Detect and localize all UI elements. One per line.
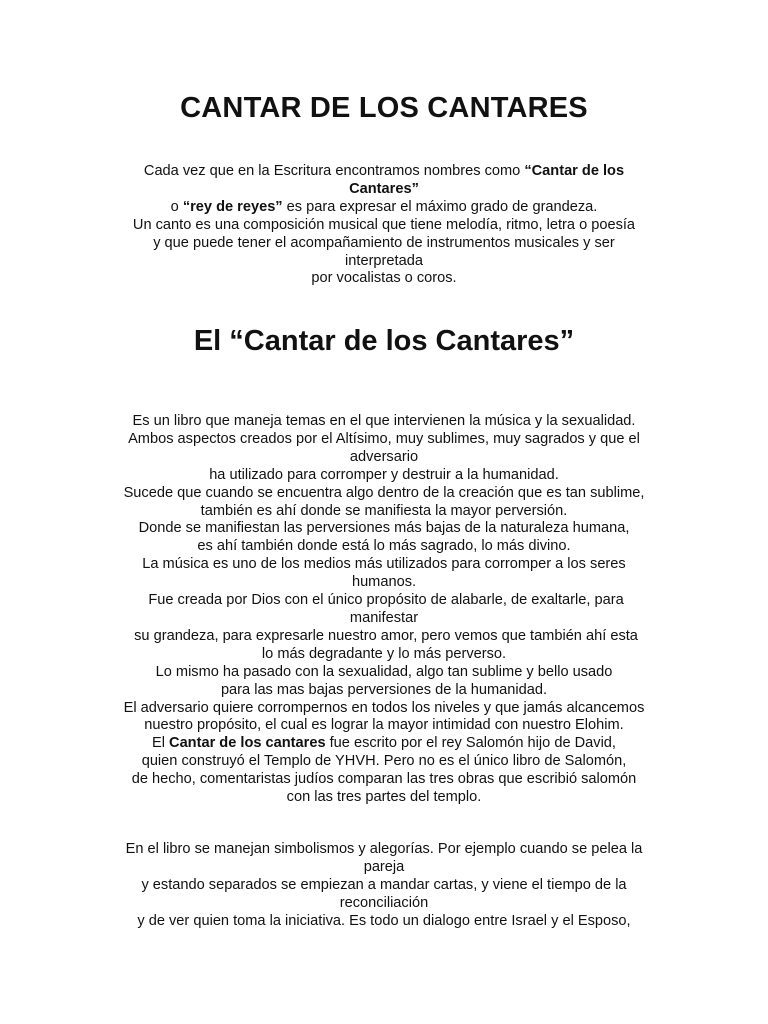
intro-line-7: por vocalistas o coros. [311,270,457,287]
body1-line-19-suffix: fue escrito por el rey Salomón hijo de David, [325,735,616,752]
body1-line-16: para las mas bajas perversiones de la humanidad. [220,681,548,698]
body1-line-2: Ambos aspectos creados por el Altísimo, muy sublimes, muy sagrados y que el [128,430,640,447]
body-paragraph-2 [0,841,768,931]
body1-line-14: lo más degradante y lo más perverso. [261,645,507,662]
intro-line-1-bold: “Cantar de los [524,163,625,179]
body1-line-6: también es ahí donde se manifiesta la mayor perversión. [200,502,568,519]
intro-line-2 [0,181,768,199]
intro-line-6: interpretada [345,252,423,269]
body1-line-21: de hecho, comentaristas judíos comparan las tres obras que escribió salomón [131,771,637,788]
intro-line-4: Un canto es una composición musical que tiene melodía, ritmo, letra o poesía [132,216,636,233]
intro-line-1-text: Cada vez que en la Escritura encontramos nombres como [143,163,525,179]
intro-line-3-bold: “rey de reyes” [182,198,283,215]
body1-line-19-bold: Cantar de los cantares [169,735,326,752]
body1-line-1: Es un libro que maneja temas en el que intervienen la música y la sexualidad. [132,413,636,429]
intro-line-3 [0,199,768,217]
body1-line-12: manifestar [349,609,419,626]
body1-line-18: nuestro propósito, el cual es lograr la mayor intimidad con nuestro Elohim. [144,717,624,734]
body1-line-5: Sucede que cuando se encuentra algo dentro de la creación que es tan sublime, [123,484,645,501]
body2-line-5: y de ver quien toma la iniciativa. Es todo un dialogo entre Israel y el Esposo, [137,912,631,929]
body1-line-19-prefix: El [152,735,170,752]
intro-line-3-prefix: o [170,198,183,215]
body1-line-22: con las tres partes del templo. [286,789,482,806]
body2-line-1: En el libro se manejan simbolismos y alegorías. Por ejemplo cuando se pelea la [125,841,643,857]
body1-line-8: es ahí también donde está lo más sagrado, lo más divino. [197,538,571,555]
body2-line-2: pareja [363,858,405,875]
intro-line-1 [0,163,768,181]
intro-line-5: y que puede tener el acompañamiento de instrumentos musicales y ser [153,234,615,251]
body1-line-3: adversario [349,448,419,465]
body1-line-17: El adversario quiere corrompernos en todos los niveles y que jamás alcancemos [123,699,645,716]
intro-line-2-bold: Cantares” [349,180,419,197]
body1-line-11: Fue creada por Dios con el único propósito de alabarle, de exaltarle, para [144,592,624,609]
body1-line-15: Lo mismo ha pasado con la sexualidad, algo tan sublime y bello usado [155,663,613,680]
body-paragraph-1 [0,413,768,807]
page-title: CANTAR DE LOS CANTARES [180,92,588,124]
body2-line-3: y estando separados se empiezan a mandar cartas, y viene el tiempo de la [141,876,627,893]
body1-line-19 [0,735,768,753]
body1-line-20: quien construyó el Templo de YHVH. Pero no es el único libro de Salomón, [141,753,627,770]
intro-paragraph [0,163,768,288]
body1-line-7: Donde se manifiestan las perversiones más bajas de la naturaleza humana, [138,520,630,537]
intro-line-3-suffix: es para expresar el máximo grado de grandeza. [282,198,598,215]
section-title: El “Cantar de los Cantares” [193,325,575,357]
body2-line-4: reconciliación [339,894,429,911]
body1-line-9: La música es uno de los medios más utilizados para corromper a los seres [142,556,626,573]
body1-line-13: su grandeza, para expresarle nuestro amor, pero vemos que también ahí esta [130,627,638,644]
body1-line-10: humanos. [351,574,417,591]
body1-line-4: ha utilizado para corromper y destruir a la humanidad. [209,466,559,483]
